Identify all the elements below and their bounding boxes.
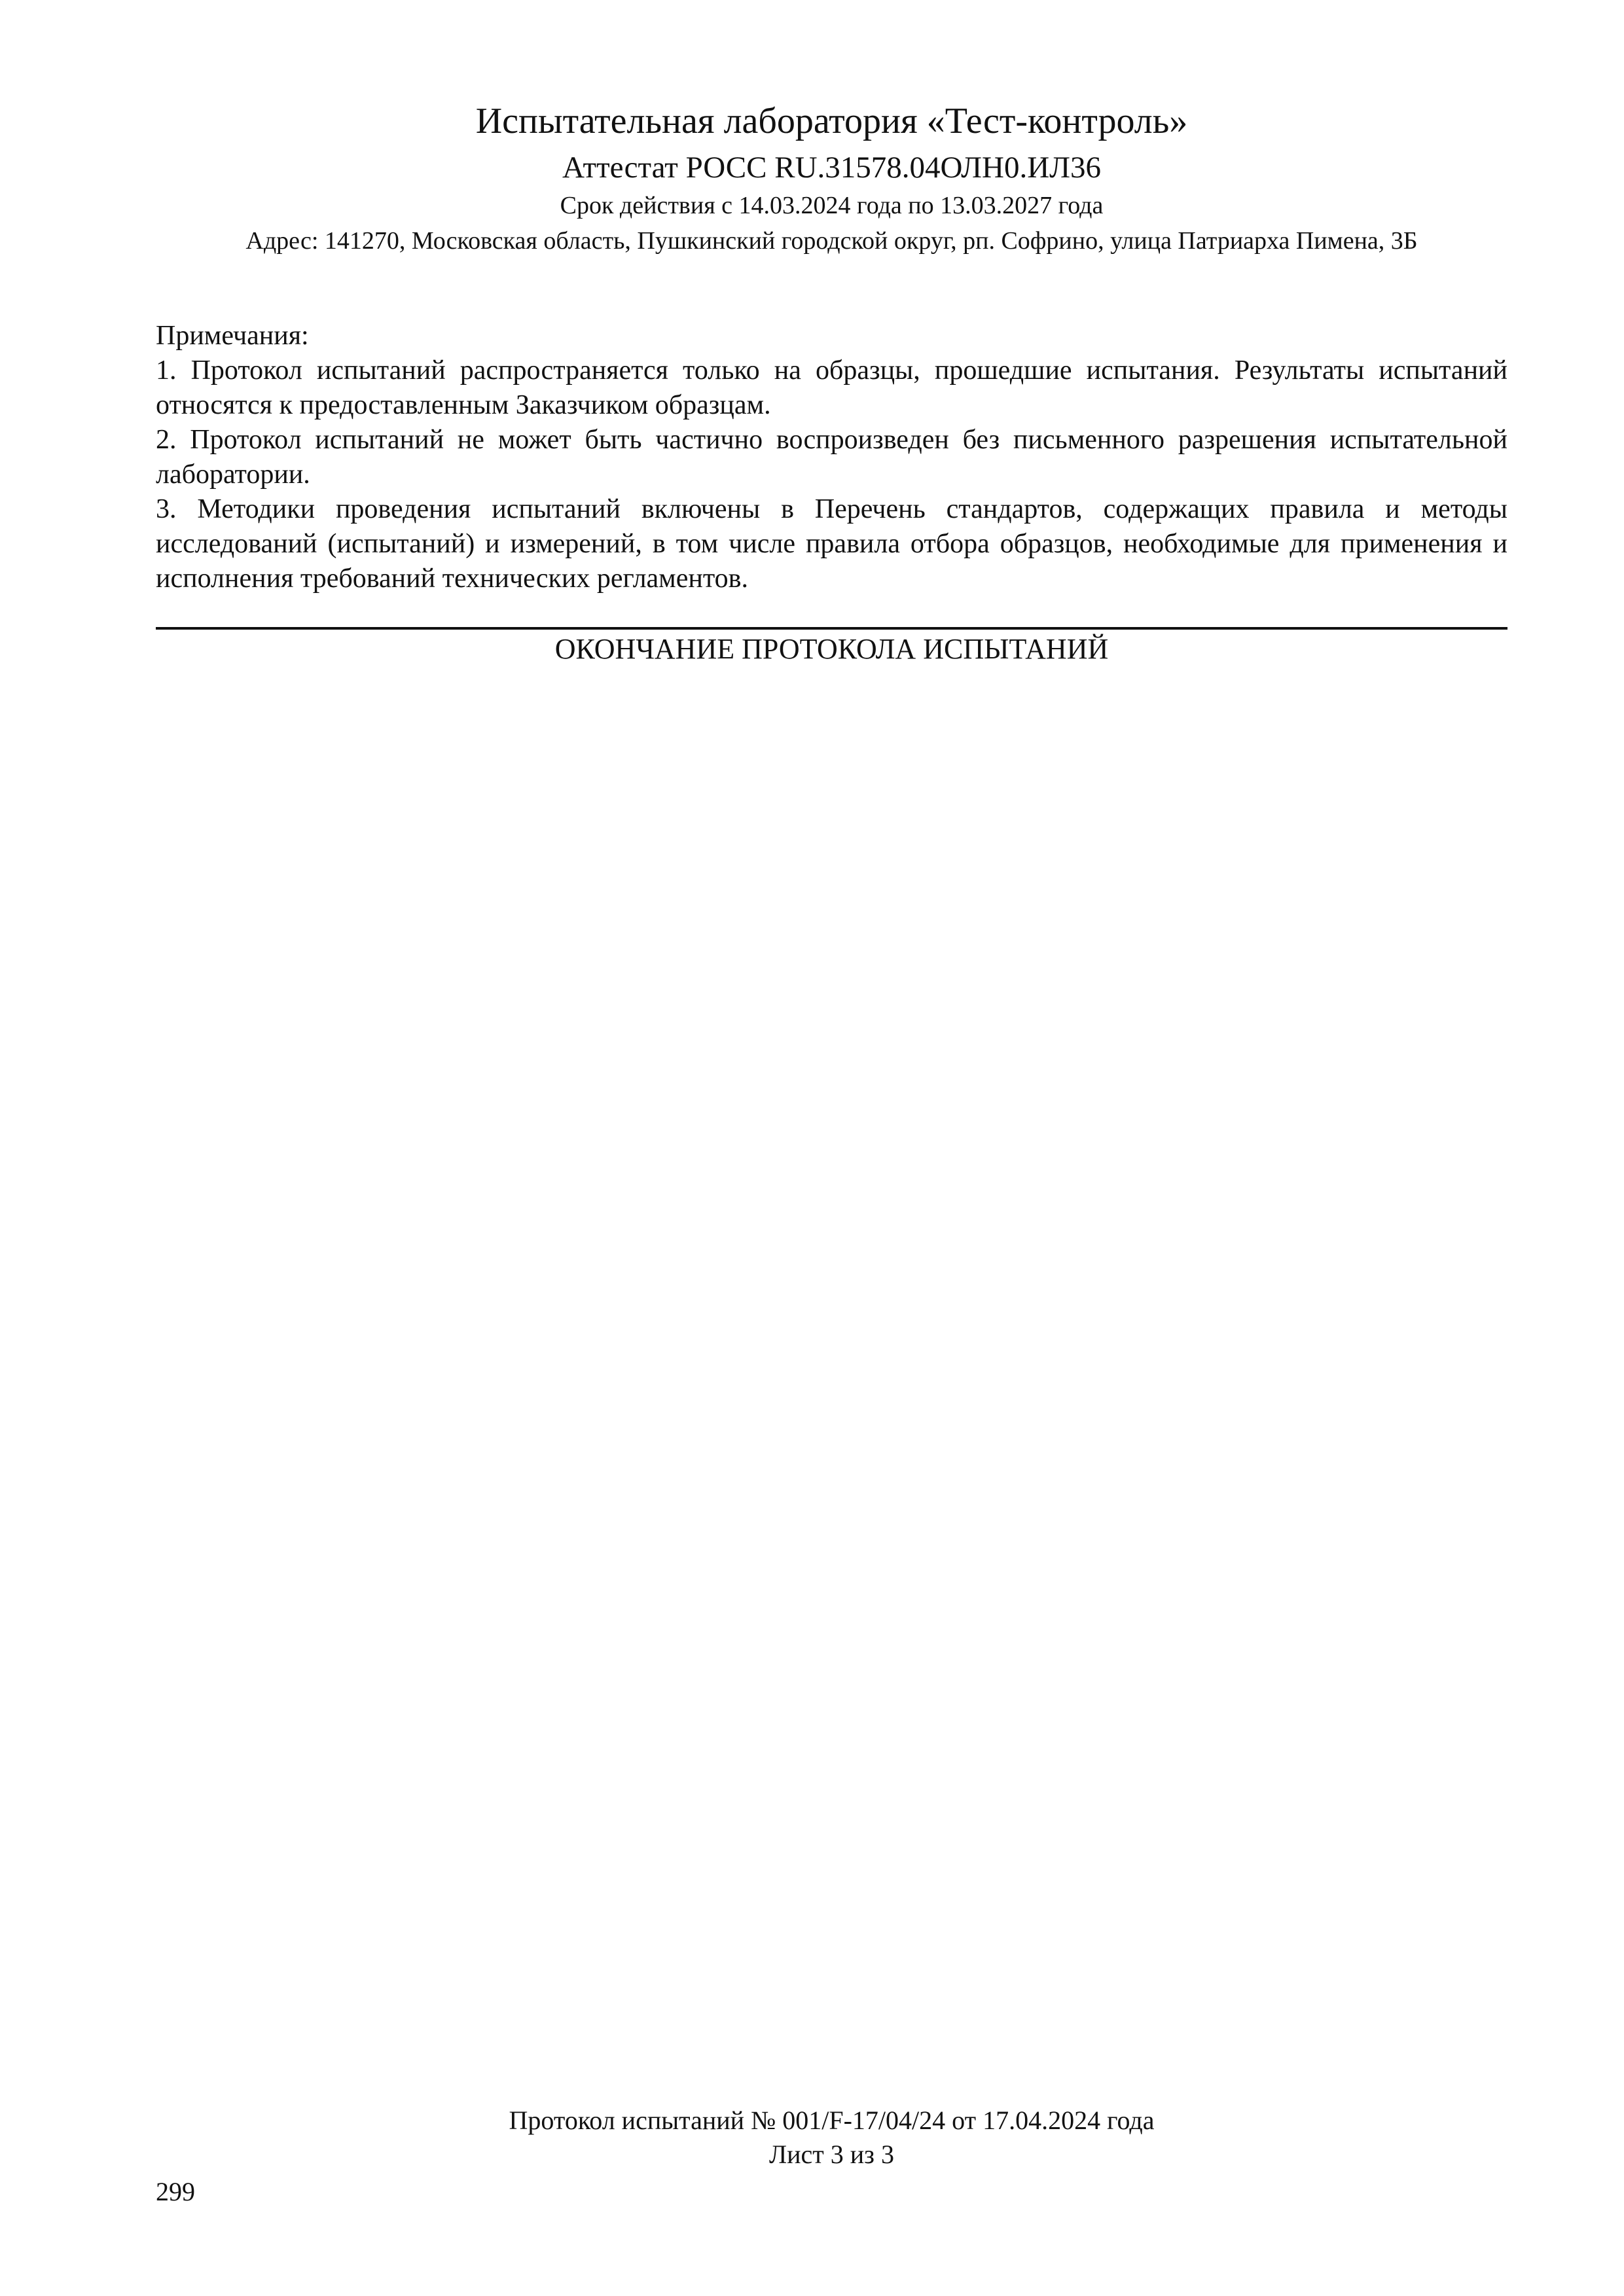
footer-protocol-reference: Протокол испытаний № 001/F-17/04/24 от 17.04.2024 года bbox=[509, 2106, 1155, 2135]
notes-section bbox=[156, 319, 1507, 596]
note-item-3: 3. Методики проведения испытаний включены в Перечень стандартов, содержащих правила и методы исследований (испытаний) и измерений, в том числе правила отбора образцов, необходимые для применения и исполнения требований технических регламентов. bbox=[156, 494, 1507, 594]
note-item-2: 2. Протокол испытаний не может быть частично воспроизведен без письменного разрешения испытательной лаборатории. bbox=[156, 425, 1507, 490]
attestat-number: Аттестат РОСС RU.31578.04ОЛН0.ИЛ36 bbox=[562, 151, 1102, 185]
lab-header bbox=[156, 95, 1507, 259]
lab-address: Адрес: 141270, Московская область, Пушкинский городской округ, рп. Софрино, улица Патриарха Пимена, 3Б bbox=[245, 227, 1418, 255]
footer-sheet-number: Лист 3 из 3 bbox=[769, 2140, 894, 2169]
page-footer bbox=[156, 2104, 1507, 2172]
lab-name: Испытательная лаборатория «Тест-контроль» bbox=[475, 101, 1188, 141]
note-item-1: 1. Протокол испытаний распространяется только на образцы, прошедшие испытания. Результаты испытаний относятся к предоставленным Заказчиком образцам. bbox=[156, 355, 1507, 420]
validity-period: Срок действия с 14.03.2024 года по 13.03.2027 года bbox=[560, 192, 1104, 219]
page-number: 299 bbox=[156, 2177, 195, 2206]
notes-title: Примечания: bbox=[156, 321, 309, 351]
protocol-end-title: ОКОНЧАНИЕ ПРОТОКОЛА ИСПЫТАНИЙ bbox=[554, 633, 1109, 665]
